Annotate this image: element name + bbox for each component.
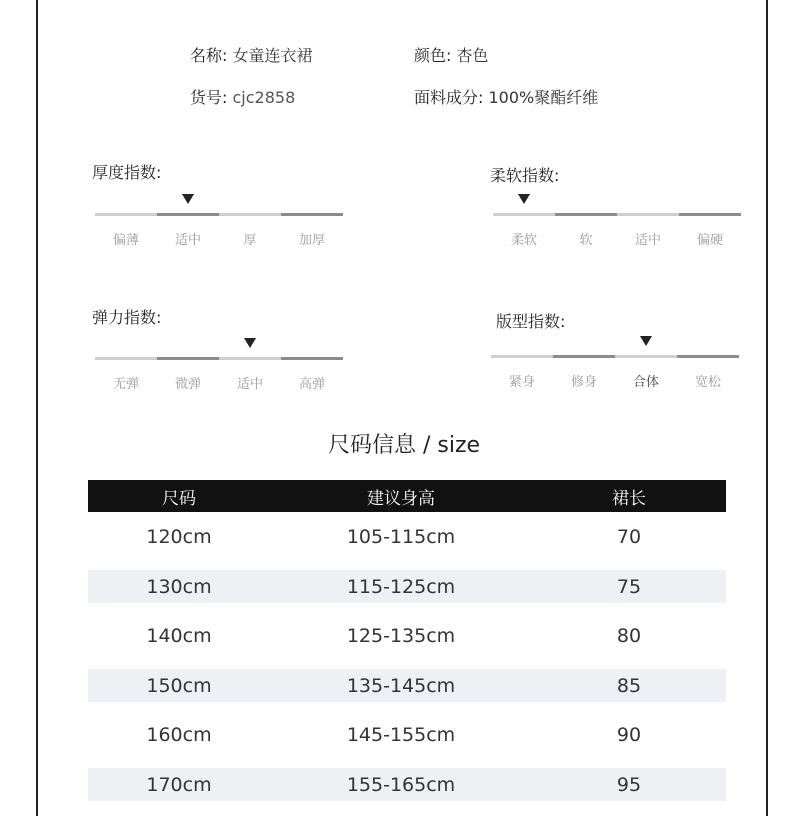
sku-value: cjc2858 — [232, 88, 296, 107]
cell-size: 130cm — [146, 575, 212, 598]
scale-segment — [555, 213, 617, 216]
scale-segment — [615, 355, 677, 358]
table-row — [88, 611, 726, 661]
elasticity-label-3: 适中 — [236, 377, 263, 392]
name-value: 女童连衣裙 — [232, 46, 313, 65]
cell-height: 135-145cm — [346, 674, 456, 697]
cell-height: 145-155cm — [346, 724, 456, 746]
cell-height: 115-125cm — [346, 575, 456, 598]
table-row — [88, 512, 726, 562]
scale-segment — [281, 357, 343, 360]
cell-height: 125-135cm — [346, 625, 456, 647]
header-length: 裙长 — [612, 488, 646, 509]
scale-segment — [677, 355, 739, 358]
fit-label-3: 合体 — [632, 375, 659, 390]
scale-segment — [157, 357, 219, 360]
softness-title: 柔软指数: — [490, 166, 560, 185]
fit-label-1: 紧身 — [508, 375, 535, 390]
product-sku — [190, 85, 295, 108]
header-height: 建议身高 — [367, 488, 435, 509]
product-fabric — [414, 85, 598, 108]
scale-segment — [493, 213, 555, 216]
table-row — [88, 669, 726, 702]
scale-segment — [679, 213, 741, 216]
softness-label-3: 适中 — [634, 233, 661, 248]
cell-length: 75 — [616, 575, 642, 598]
table-row — [88, 768, 726, 801]
elasticity-scale — [95, 357, 343, 392]
elasticity-label-4: 高弹 — [298, 377, 325, 392]
thickness-scale — [95, 213, 343, 248]
fit-label-2: 修身 — [570, 375, 597, 390]
thickness-title: 厚度指数: — [92, 163, 162, 182]
fit-marker — [640, 336, 652, 346]
cell-length: 95 — [616, 773, 642, 796]
cell-size: 150cm — [146, 674, 212, 697]
fabric-label: 面料成分: — [414, 88, 484, 107]
table-header — [88, 480, 726, 512]
name-label: 名称: — [190, 46, 228, 65]
fit-label-4: 宽松 — [694, 375, 721, 390]
cell-size: 160cm — [146, 724, 212, 746]
cell-size: 120cm — [146, 526, 212, 548]
cell-length: 70 — [616, 526, 642, 548]
thickness-label-1: 偏薄 — [112, 233, 139, 248]
product-color — [414, 43, 489, 66]
elasticity-label-1: 无弹 — [112, 377, 139, 392]
color-value: 杏色 — [456, 46, 489, 65]
cell-length: 90 — [616, 724, 642, 746]
elasticity-label-2: 微弹 — [174, 377, 201, 392]
thickness-label-2: 适中 — [174, 233, 201, 248]
thickness-marker — [182, 194, 194, 204]
scale-segment — [617, 213, 679, 216]
header-size: 尺码 — [162, 488, 196, 509]
softness-marker — [518, 194, 530, 204]
softness-scale — [493, 213, 741, 248]
softness-label-2: 软 — [579, 233, 593, 248]
sku-label: 货号: — [190, 88, 228, 107]
fit-title: 版型指数: — [496, 312, 566, 331]
table-row — [88, 570, 726, 603]
color-label: 颜色: — [414, 46, 452, 65]
scale-segment — [553, 355, 615, 358]
table-row — [88, 710, 726, 760]
softness-label-4: 偏硬 — [696, 233, 723, 248]
cell-size: 140cm — [146, 625, 212, 647]
fit-scale — [491, 355, 739, 390]
thickness-label-3: 厚 — [243, 233, 257, 248]
elasticity-title: 弹力指数: — [92, 308, 162, 327]
product-name — [190, 43, 313, 66]
cell-length: 85 — [616, 674, 642, 697]
cell-height: 105-115cm — [346, 526, 456, 548]
elasticity-marker — [244, 338, 256, 348]
scale-segment — [95, 213, 157, 216]
scale-segment — [219, 357, 281, 360]
scale-segment — [95, 357, 157, 360]
cell-length: 80 — [616, 625, 642, 647]
fabric-value: 100%聚酯纤维 — [488, 88, 599, 107]
scale-segment — [219, 213, 281, 216]
size-info-title: 尺码信息 / size — [327, 433, 481, 458]
thickness-label-4: 加厚 — [298, 233, 325, 248]
scale-segment — [157, 213, 219, 216]
size-table — [88, 480, 726, 809]
scale-segment — [281, 213, 343, 216]
cell-height: 155-165cm — [346, 773, 456, 796]
softness-label-1: 柔软 — [510, 233, 537, 248]
cell-size: 170cm — [146, 773, 212, 796]
scale-segment — [491, 355, 553, 358]
